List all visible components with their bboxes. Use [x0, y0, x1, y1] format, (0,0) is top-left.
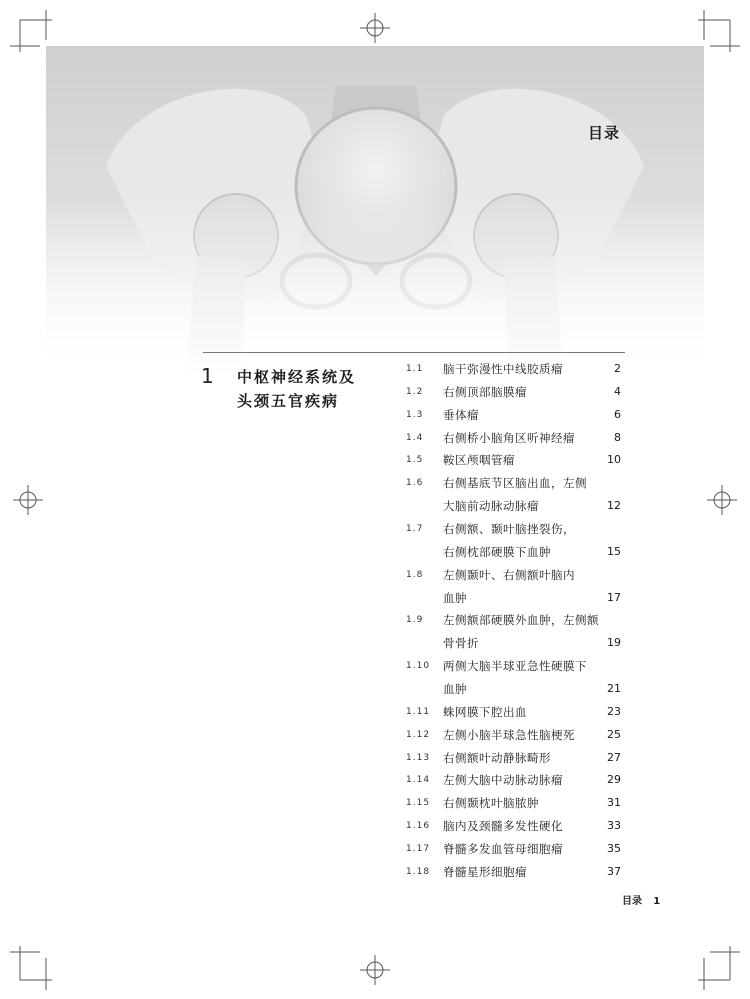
- toc-entry-title: 左侧颞叶、右侧额叶脑内: [443, 567, 575, 582]
- toc-entry-number: 1.18: [406, 866, 431, 877]
- toc-entry-line[interactable]: [400, 632, 625, 655]
- toc-entry-number: 1.14: [406, 775, 431, 786]
- toc-entry-number: 1.16: [406, 821, 431, 832]
- toc-entry-title: 脑干弥漫性中线胶质瘤: [443, 362, 563, 376]
- toc-entry-number: 1.17: [406, 844, 431, 855]
- toc-entry-line[interactable]: [400, 449, 625, 472]
- toc-entry-number: 1.5: [406, 455, 424, 466]
- toc-entry-page: 33: [607, 819, 621, 833]
- toc-entry-number: 1.1: [406, 364, 424, 374]
- toc-entry-number: 1.3: [406, 409, 424, 420]
- toc-entry-page: 25: [607, 727, 621, 741]
- toc-entry-line[interactable]: [400, 678, 625, 701]
- toc-entry-page: 15: [607, 544, 621, 558]
- toc-entry-number: 1.10: [406, 661, 431, 672]
- toc-entry-page: 27: [607, 750, 621, 764]
- toc-entry-title: 右侧基底节区脑出血，左侧: [443, 476, 587, 491]
- toc-entry-title: 右侧顶部脑膜瘤: [443, 384, 527, 399]
- page-title: 目录: [588, 124, 621, 142]
- toc-entry-title: 右侧枕部硬膜下血肿: [443, 544, 551, 559]
- toc-entry-title: 脑内及颈髓多发性硬化: [443, 819, 563, 834]
- toc-entry-title: 右侧额、颞叶脑挫裂伤，: [443, 522, 575, 537]
- toc-entry-page: 4: [614, 384, 621, 398]
- toc-entry-number: 1.6: [406, 478, 424, 489]
- chapter-title-line: 头颈五官疾病: [237, 392, 340, 410]
- toc-entry-page: 6: [614, 407, 621, 421]
- toc-entry-line[interactable]: [400, 769, 625, 792]
- toc-entry-number: 1.8: [406, 569, 424, 580]
- toc-entry-page: 8: [614, 430, 621, 444]
- toc-entry-line[interactable]: [400, 701, 625, 724]
- toc-entry-line[interactable]: [400, 724, 625, 747]
- toc-entry-line[interactable]: [400, 792, 625, 815]
- toc-entry-title: 垂体瘤: [443, 407, 479, 422]
- toc-entry-page: 29: [607, 773, 621, 787]
- toc-entry-title: 左侧大脑中动脉动脉瘤: [443, 773, 563, 788]
- chapter-title: [237, 365, 387, 413]
- toc-entry-line[interactable]: [400, 587, 625, 610]
- toc-entry-page: 31: [607, 796, 621, 810]
- toc-entry-line[interactable]: [400, 358, 625, 381]
- toc-entry-line[interactable]: [400, 541, 625, 564]
- toc-entry-title: 大脑前动脉动脉瘤: [443, 499, 539, 514]
- page-number: 1: [653, 896, 661, 907]
- toc-entry-page: 2: [614, 362, 621, 375]
- toc-entry-line[interactable]: [400, 609, 625, 632]
- toc-entry-line[interactable]: [400, 815, 625, 838]
- toc-entry-number: 1.9: [406, 615, 424, 626]
- toc-entry-page: 23: [607, 704, 621, 718]
- toc-entry-title: 左侧额部硬膜外血肿，左侧额: [443, 613, 599, 628]
- toc-entry-line[interactable]: [400, 518, 625, 541]
- chapter-title-line: 中枢神经系统及: [237, 368, 357, 386]
- toc-entry-title: 血肿: [443, 590, 467, 605]
- toc-entry-page: 37: [607, 864, 621, 878]
- footer-label: 目录: [622, 896, 642, 907]
- toc-entry-number: 1.11: [406, 706, 431, 717]
- toc-entry-title: 血肿: [443, 682, 467, 697]
- toc-entry-number: 1.12: [406, 729, 431, 740]
- chapter-rule: [203, 352, 625, 353]
- toc-entry-line[interactable]: [400, 838, 625, 861]
- toc-entry-number: 1.7: [406, 524, 424, 535]
- toc-entry-title: 左侧小脑半球急性脑梗死: [443, 727, 575, 742]
- toc-entry-page: 17: [607, 590, 621, 604]
- toc-entry-title: 骨骨折: [443, 636, 479, 651]
- toc-entry-page: 10: [607, 453, 621, 467]
- toc-entry-title: 鞍区颅咽管瘤: [443, 453, 515, 468]
- toc-entry-title: 右侧额叶动静脉畸形: [443, 750, 551, 765]
- toc-entry-number: 1.13: [406, 752, 431, 763]
- page-footer: [622, 892, 660, 907]
- toc-entry-line[interactable]: [400, 472, 625, 495]
- toc-entry-title: 右侧桥小脑角区听神经瘤: [443, 430, 575, 445]
- toc-entry-title: 脊髓星形细胞瘤: [443, 864, 527, 879]
- toc-entry-line[interactable]: [400, 747, 625, 770]
- toc-entry-title: 右侧颞枕叶脑脓肿: [443, 796, 539, 811]
- toc-entry-title: 脊髓多发血管母细胞瘤: [443, 842, 563, 857]
- toc-entry-line[interactable]: [400, 381, 625, 404]
- toc-entry-page: 12: [607, 499, 621, 513]
- toc-entry-number: 1.2: [406, 386, 424, 397]
- toc-entry-title: 两侧大脑半球亚急性硬膜下: [443, 659, 587, 674]
- toc-entry-line[interactable]: [400, 655, 625, 678]
- toc-entry-line[interactable]: [400, 495, 625, 518]
- toc-entry-line[interactable]: [400, 427, 625, 450]
- toc-entry-number: 1.4: [406, 432, 424, 443]
- toc-entry-page: 19: [607, 636, 621, 650]
- toc-entry-page: 21: [607, 682, 621, 696]
- table-of-contents: [400, 358, 625, 884]
- toc-entry-line[interactable]: [400, 861, 625, 884]
- toc-entry-line[interactable]: [400, 404, 625, 427]
- chapter-number: 1: [201, 364, 214, 388]
- toc-entry-page: 35: [607, 842, 621, 856]
- toc-entry-number: 1.15: [406, 798, 431, 809]
- toc-entry-line[interactable]: [400, 564, 625, 587]
- toc-entry-title: 蛛网膜下腔出血: [443, 704, 527, 719]
